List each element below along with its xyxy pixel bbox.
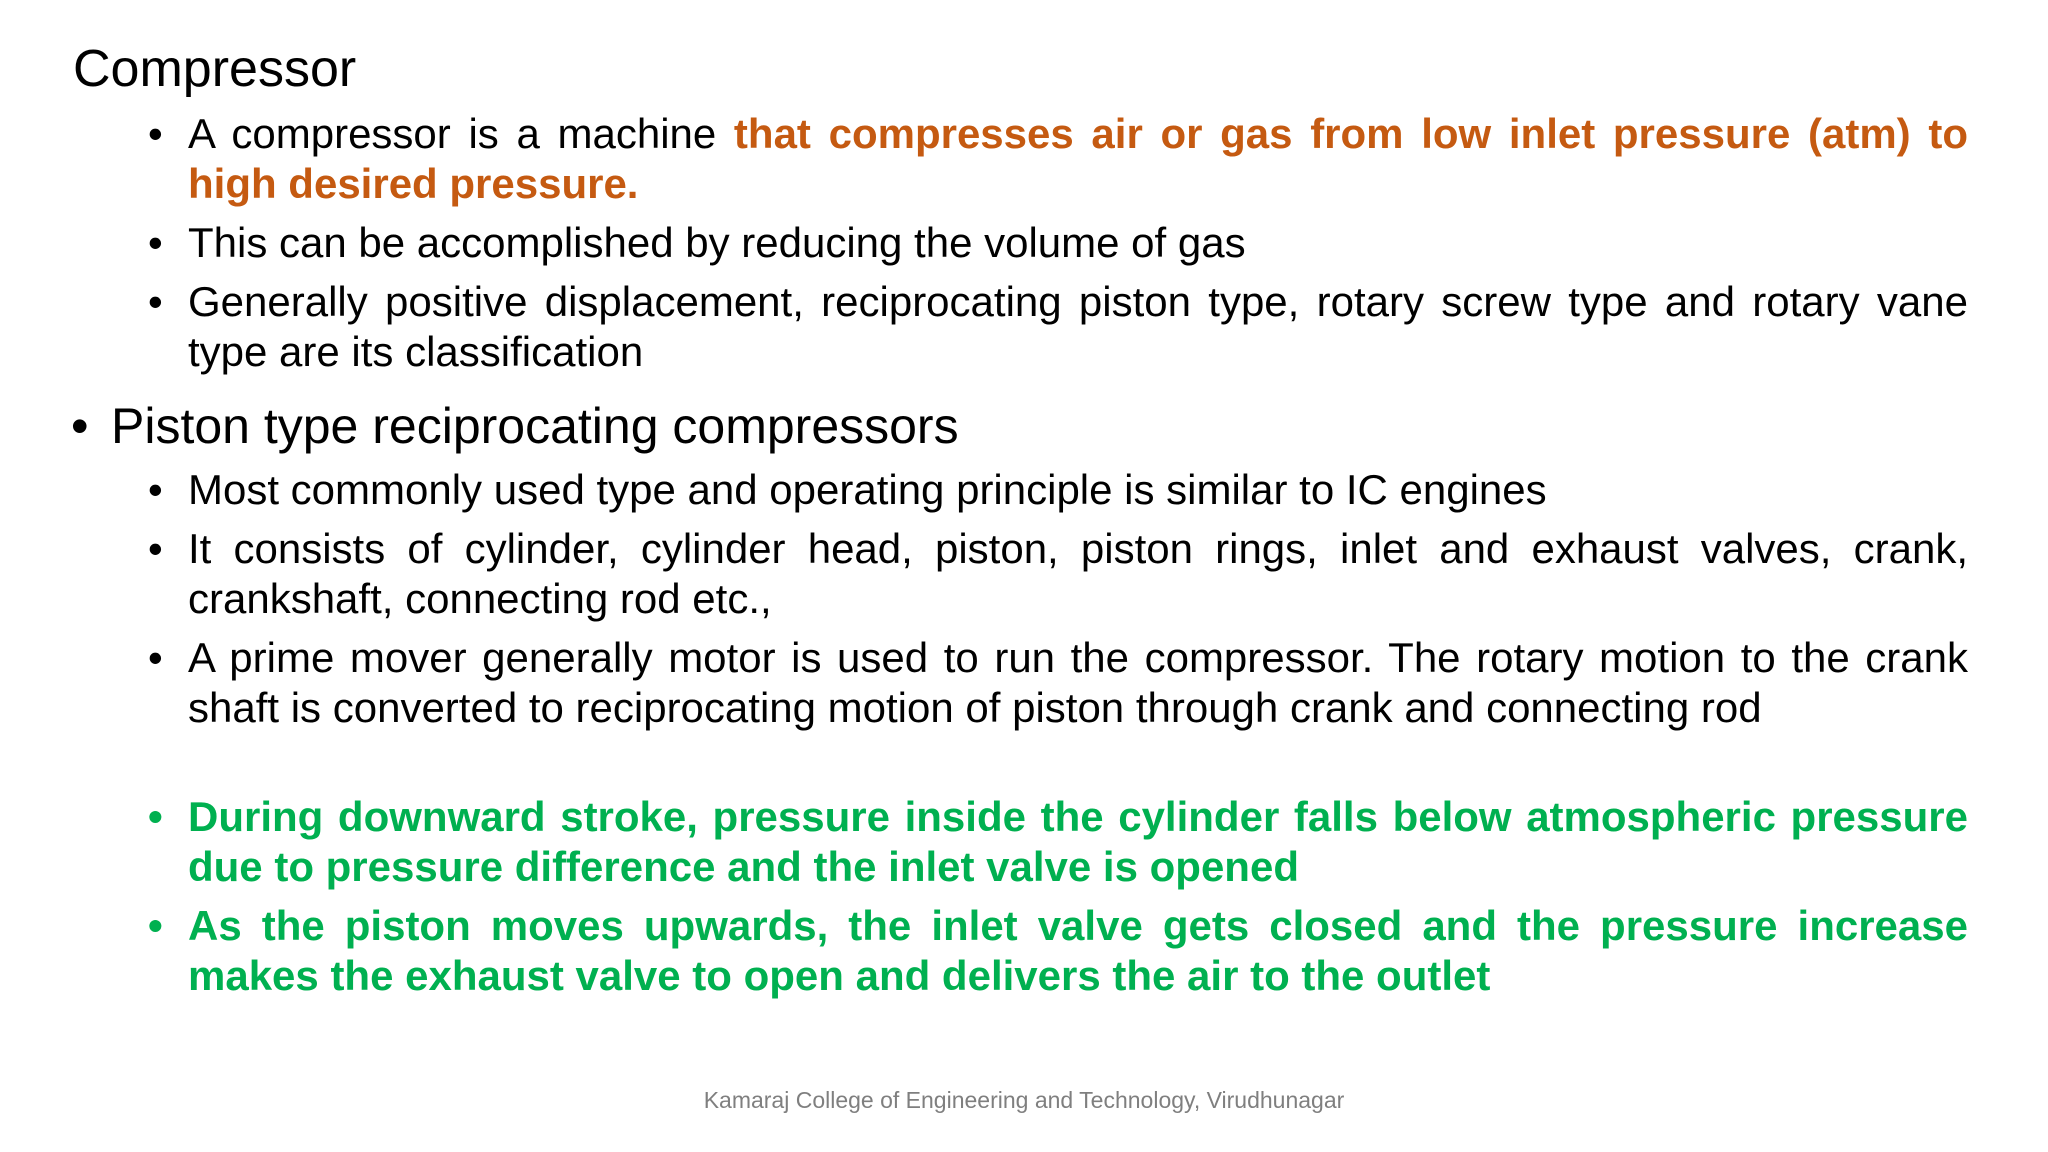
- bullet-highlight-text: that compresses air or gas from low inlet pressure (atm) to high desired pressure.: [188, 110, 1968, 207]
- bullet-upward-stroke: [148, 901, 1968, 1001]
- bullet-text: Piston type reciprocating compressors: [111, 398, 959, 454]
- bullet-marker: •: [148, 793, 163, 840]
- bullet-marker: •: [148, 634, 163, 681]
- bullet-downward-stroke: [148, 792, 1968, 892]
- bullet-text: A prime mover generally motor is used to run the compressor. The rotary motion to the crank shaft is converted to reciprocating motion of piston through crank and connecting rod: [188, 634, 1968, 731]
- bullet-marker: •: [71, 398, 89, 454]
- bullet-text: During downward stroke, pressure inside the cylinder falls below atmospheric pressure due to pressure difference and the inlet valve is opened: [188, 793, 1968, 890]
- bullet-text: As the piston moves upwards, the inlet valve gets closed and the pressure increase makes the exhaust valve to open and delivers the air to the outlet: [188, 902, 1968, 999]
- bullet-text: A compressor is a machine: [188, 110, 734, 157]
- slide-footer: Kamaraj College of Engineering and Technology, Virudhunagar: [703, 1087, 1345, 1113]
- bullet-piston-type-heading: [71, 396, 1968, 456]
- bullet-prime-mover: [148, 633, 1968, 733]
- bullet-marker: •: [148, 219, 163, 266]
- bullet-compressor-definition: [148, 109, 1968, 209]
- bullet-marker: •: [148, 525, 163, 572]
- bullet-components: [148, 524, 1968, 624]
- bullet-volume-reduction: [148, 218, 1968, 268]
- bullet-text: Generally positive displacement, reciprocating piston type, rotary screw type and rotary vane type are its classification: [188, 278, 1968, 375]
- bullet-marker: •: [148, 466, 163, 513]
- bullet-text: This can be accomplished by reducing the volume of gas: [188, 219, 1246, 266]
- bullet-marker: •: [148, 902, 163, 949]
- bullet-text: It consists of cylinder, cylinder head, piston, piston rings, inlet and exhaust valves, crank, crankshaft, connecting rod etc.,: [188, 525, 1968, 622]
- bullet-marker: •: [148, 110, 163, 157]
- bullet-text: Most commonly used type and operating principle is similar to IC engines: [188, 466, 1547, 513]
- bullet-marker: •: [148, 278, 163, 325]
- slide-title: Compressor: [73, 40, 357, 98]
- bullet-classification: [148, 277, 1968, 377]
- bullet-common-type: [148, 465, 1968, 515]
